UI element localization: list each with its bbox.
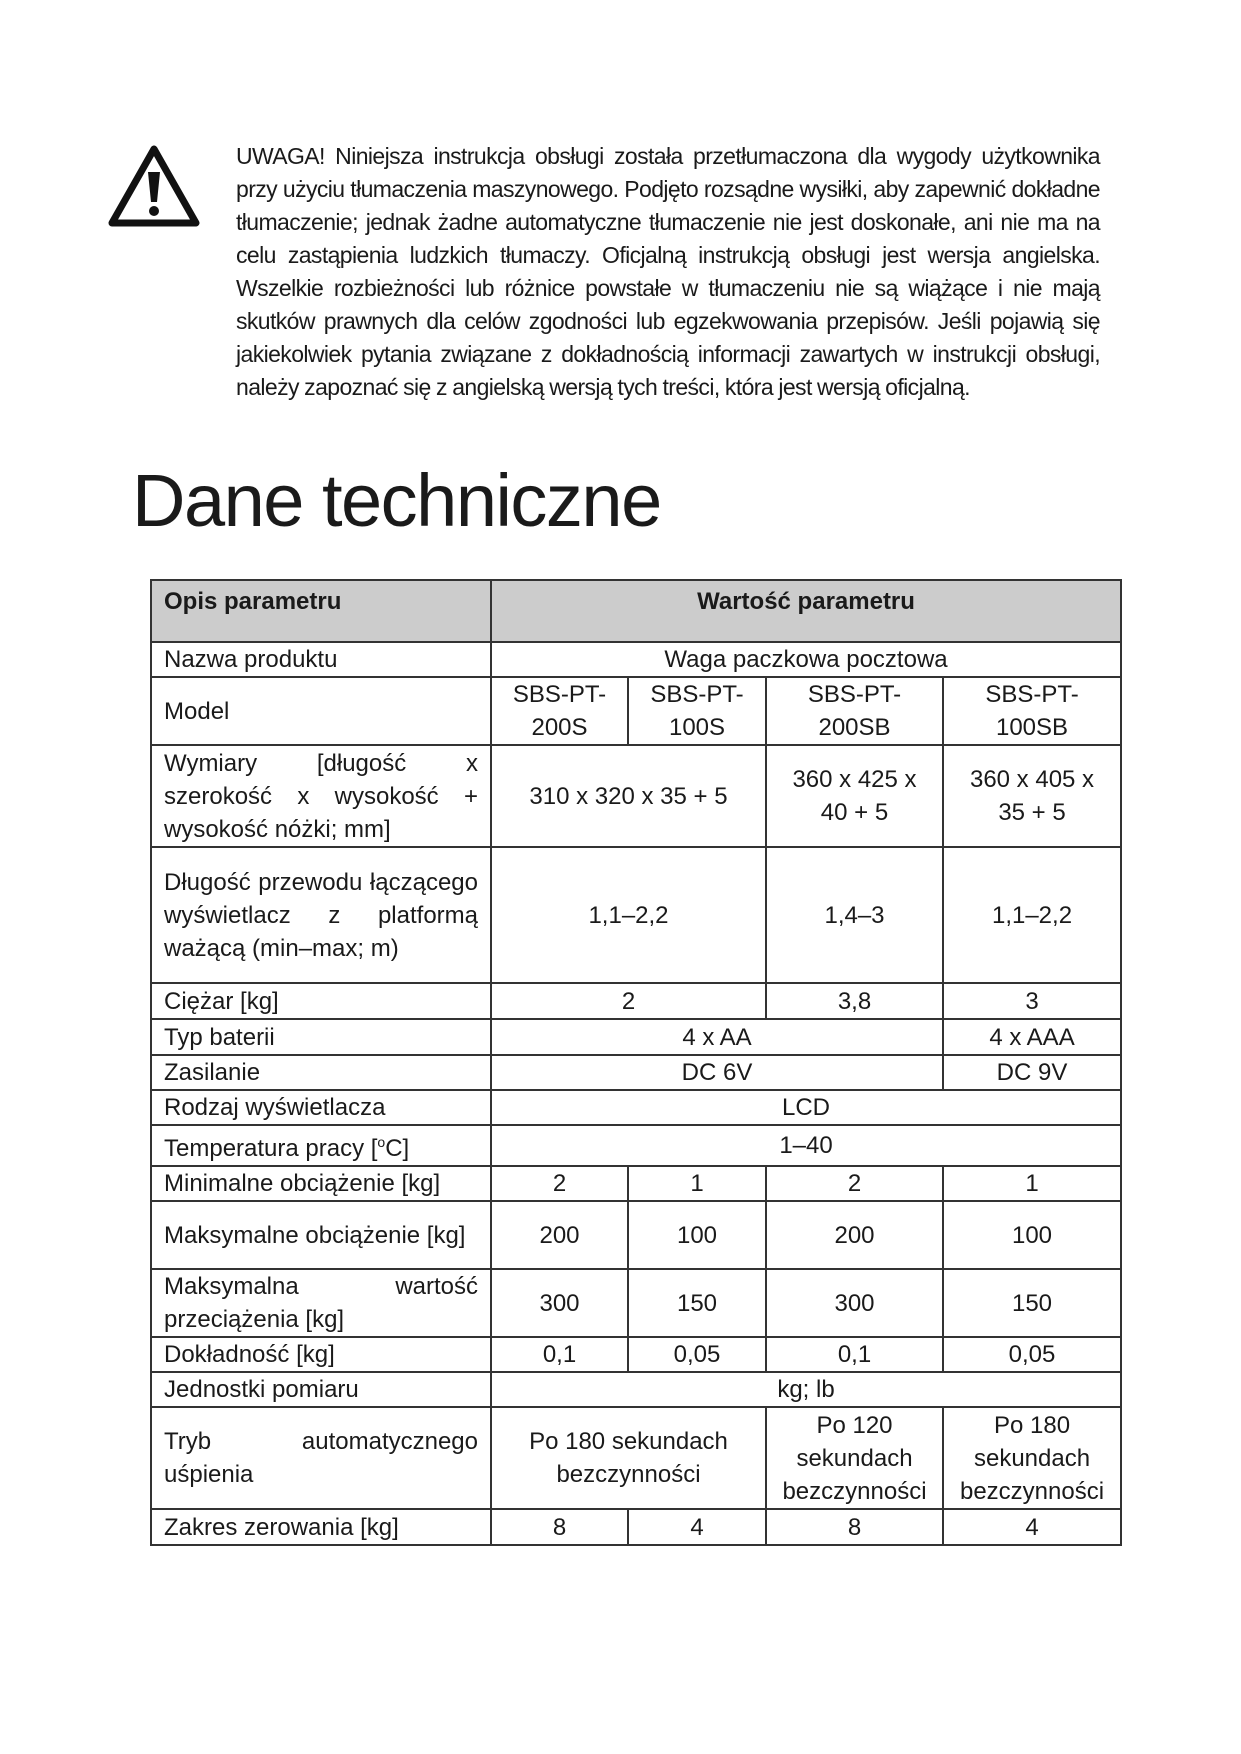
- table-row: [151, 1407, 1121, 1509]
- table-row: [151, 1125, 1121, 1166]
- table-row: [151, 642, 1121, 677]
- spec-table: [150, 579, 1122, 1546]
- cell-value: SBS-PT-100SB: [943, 677, 1121, 745]
- table-row: [151, 1055, 1121, 1090]
- cell-value: 0,05: [943, 1337, 1121, 1372]
- row-label: Model: [151, 677, 491, 745]
- cell-value: 200: [491, 1201, 628, 1269]
- cell-value: kg; lb: [491, 1372, 1121, 1407]
- table-row: [151, 1269, 1121, 1337]
- cell-value: 2: [491, 983, 766, 1019]
- cell-value: 4 x AAA: [943, 1019, 1121, 1055]
- temperature-unit: C]: [385, 1135, 410, 1162]
- header-value: Wartość parametru: [491, 580, 1121, 642]
- table-row: [151, 745, 1121, 847]
- row-label: Rodzaj wyświetlacza: [151, 1090, 491, 1125]
- cell-value: 3: [943, 983, 1121, 1019]
- row-label: Nazwa produktu: [151, 642, 491, 677]
- cell-value: 1: [628, 1166, 766, 1201]
- table-row: [151, 1509, 1121, 1545]
- table-row: [151, 983, 1121, 1019]
- table-row: [151, 677, 1121, 745]
- cell-value: Po 180 sekundach bezczynności: [943, 1407, 1121, 1509]
- degree-mark: o: [377, 1134, 386, 1150]
- row-label: Typ baterii: [151, 1019, 491, 1055]
- cell-value: SBS-PT-200S: [491, 677, 628, 745]
- table-row: [151, 1019, 1121, 1055]
- cell-value: 0,05: [628, 1337, 766, 1372]
- row-label: Ciężar [kg]: [151, 983, 491, 1019]
- cell-value: DC 6V: [491, 1055, 943, 1090]
- table-row: [151, 1201, 1121, 1269]
- cell-value: 8: [491, 1509, 628, 1545]
- cell-value: 200: [766, 1201, 943, 1269]
- cell-value: 310 x 320 x 35 + 5: [491, 745, 766, 847]
- table-row: [151, 1090, 1121, 1125]
- table-header-row: [151, 580, 1121, 642]
- row-label: [151, 1125, 491, 1166]
- temperature-label: Temperatura pracy [: [164, 1135, 378, 1162]
- cell-value: 360 x 425 x 40 + 5: [766, 745, 943, 847]
- cell-value: 150: [628, 1269, 766, 1337]
- row-label: Minimalne obciążenie [kg]: [151, 1166, 491, 1201]
- table-row: [151, 1337, 1121, 1372]
- cell-value: 1: [943, 1166, 1121, 1201]
- warning-triangle-icon: [108, 144, 200, 228]
- cell-value: 300: [766, 1269, 943, 1337]
- cell-value: 300: [491, 1269, 628, 1337]
- cell-value: 1,1–2,2: [491, 847, 766, 983]
- table-row: [151, 847, 1121, 983]
- table-row: [151, 1372, 1121, 1407]
- row-label: Tryb automatycznego uśpienia: [151, 1407, 491, 1509]
- cell-value: 2: [766, 1166, 943, 1201]
- cell-value: 100: [628, 1201, 766, 1269]
- row-label: Zakres zerowania [kg]: [151, 1509, 491, 1545]
- cell-value: SBS-PT-200SB: [766, 677, 943, 745]
- cell-value: LCD: [491, 1090, 1121, 1125]
- cell-value: DC 9V: [943, 1055, 1121, 1090]
- row-label: Wymiary [długość x szerokość x wysokość + wysokość nóżki; mm]: [151, 745, 491, 847]
- row-label: Maksymalna wartość przeciążenia [kg]: [151, 1269, 491, 1337]
- page-title: Dane techniczne: [132, 459, 661, 542]
- cell-value: 4: [628, 1509, 766, 1545]
- row-label: Jednostki pomiaru: [151, 1372, 491, 1407]
- cell-value: 8: [766, 1509, 943, 1545]
- row-label: Zasilanie: [151, 1055, 491, 1090]
- cell-value: 0,1: [491, 1337, 628, 1372]
- cell-value: 150: [943, 1269, 1121, 1337]
- cell-value: 360 x 405 x 35 + 5: [943, 745, 1121, 847]
- cell-value: 1,1–2,2: [943, 847, 1121, 983]
- cell-value: 3,8: [766, 983, 943, 1019]
- cell-value: Po 180 sekundach bezczynności: [491, 1407, 766, 1509]
- cell-value: 2: [491, 1166, 628, 1201]
- row-label: Maksymalne obciążenie [kg]: [151, 1201, 491, 1269]
- table-row: [151, 1166, 1121, 1201]
- cell-value: 4: [943, 1509, 1121, 1545]
- cell-value: SBS-PT-100S: [628, 677, 766, 745]
- cell-value: 100: [943, 1201, 1121, 1269]
- cell-value: 1,4–3: [766, 847, 943, 983]
- header-param: Opis parametru: [151, 580, 491, 642]
- cell-value: Po 120 sekundach bezczynności: [766, 1407, 943, 1509]
- cell-value: 0,1: [766, 1337, 943, 1372]
- cell-value: 4 x AA: [491, 1019, 943, 1055]
- cell-value: 1–40: [491, 1125, 1121, 1166]
- row-label: Długość przewodu łączącego wyświetlacz z platformą ważącą (min–max; m): [151, 847, 491, 983]
- cell-value: Waga paczkowa pocztowa: [491, 642, 1121, 677]
- row-label: Dokładność [kg]: [151, 1337, 491, 1372]
- warning-text: UWAGA! Niniejsza instrukcja obsługi została przetłumaczona dla wygody użytkownika przy użyciu tłumaczenia maszynowego. Podjęto rozsądne wysiłki, aby zapewnić dokładne tłumaczenie; jednak żadne automatyczne tłumaczenie nie jest doskonałe, ani nie ma na celu zastąpienia ludzkich tłumaczy. Oficjalną instrukcją obsługi jest wersja angielska. Wszelkie rozbieżności lub różnice powstałe w tłumaczeniu nie są wiążące i nie mają skutków prawnych dla celów zgodności lub egzekwowania przepisów. Jeśli pojawią się jakiekolwiek pytania związane z dokładnością informacji zawartych w instrukcji obsługi, należy zapoznać się z angielską wersją tych treści, która jest wersją oficjalną.: [236, 143, 1100, 400]
